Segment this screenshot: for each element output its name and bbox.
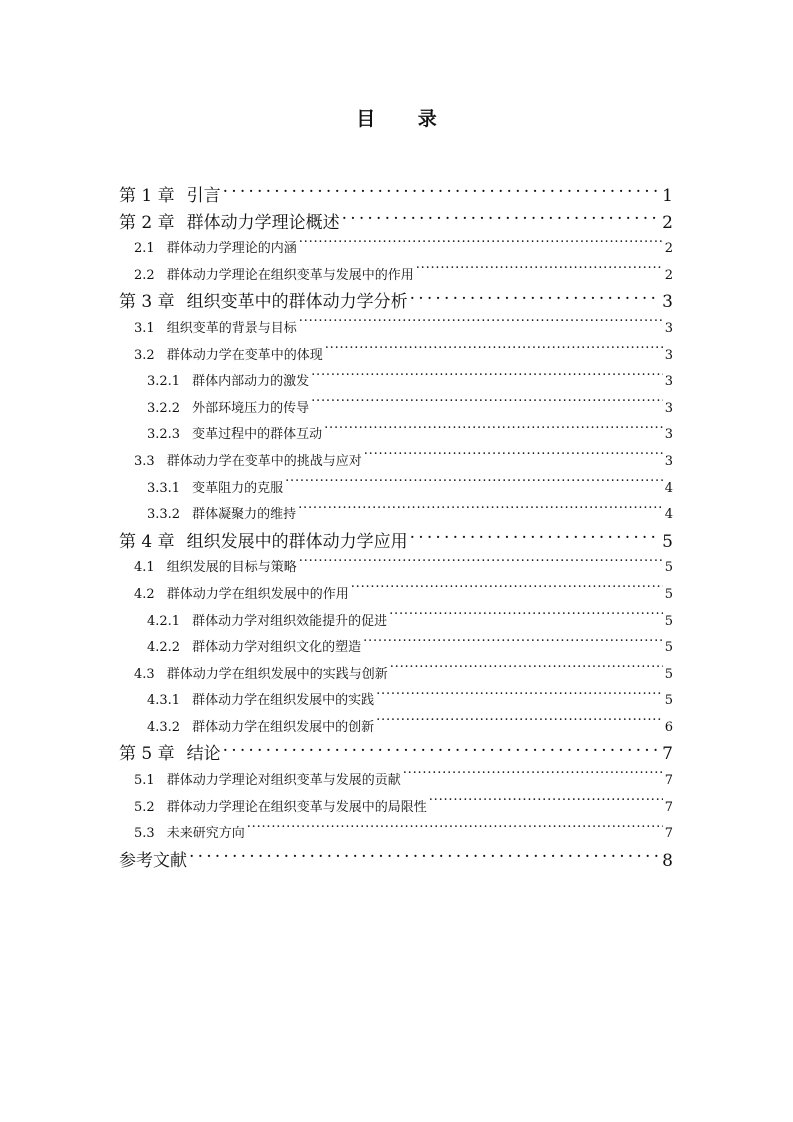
toc-entry-text: 群体凝聚力的维持 (192, 507, 297, 523)
dot-leader (285, 479, 663, 492)
table-of-contents (119, 183, 673, 874)
toc-entry-text: 群体动力学理论对组织变革与发展的贡献 (166, 773, 401, 789)
toc-entry-text: 群体动力学在组织发展中的创新 (192, 719, 375, 735)
toc-entry-text: 参考文献 (119, 850, 187, 871)
toc-entry-label (134, 236, 297, 263)
toc-entry-text: 群体动力学理论在组织变革与发展中的局限性 (166, 799, 427, 815)
toc-entry-level-2[interactable] (119, 236, 673, 263)
toc-entry-page-number: 7 (664, 826, 673, 842)
toc-entry-text: 群体动力学在变革中的体现 (166, 347, 323, 363)
toc-entry-page-number: 5 (664, 560, 673, 576)
toc-entry-page-number: 4 (664, 480, 673, 496)
toc-entry-text: 群体内部动力的激发 (192, 374, 310, 390)
toc-entry-number: 5.3 (134, 826, 155, 842)
toc-entry-text: 群体动力学在变革中的挑战与应对 (166, 453, 362, 469)
toc-entry-number: 3.3 (134, 453, 155, 469)
dot-leader (410, 290, 661, 307)
toc-entry-text: 引言 (186, 186, 221, 206)
toc-entry-number: 4.2.2 (147, 640, 181, 656)
toc-entry-level-1[interactable] (119, 183, 673, 210)
toc-entry-text: 群体动力学在组织发展中的实践 (192, 693, 375, 709)
toc-entry-label (134, 555, 297, 582)
toc-entry-page-number: 3 (664, 320, 673, 336)
toc-entry-text: 群体动力学在组织发展中的作用 (166, 586, 349, 602)
toc-entry-text: 外部环境压力的传导 (192, 400, 310, 416)
toc-entry-number: 3.2.2 (147, 400, 181, 416)
toc-entry-label (119, 183, 221, 210)
dot-leader (311, 399, 663, 412)
page-title: 目 录 (356, 108, 455, 130)
dot-leader (223, 742, 661, 759)
toc-entry-level-3[interactable] (119, 502, 673, 529)
toc-entry-label (134, 821, 245, 848)
dot-leader (376, 718, 663, 731)
toc-entry-label (119, 741, 221, 768)
toc-entry-level-1[interactable] (119, 848, 673, 875)
dot-leader (299, 239, 663, 252)
toc-entry-page-number: 5 (664, 693, 673, 709)
toc-entry-text: 群体动力学对组织效能提升的促进 (192, 613, 388, 629)
toc-entry-label (147, 369, 309, 396)
dot-leader (189, 849, 660, 866)
toc-entry-level-2[interactable] (119, 821, 673, 848)
toc-entry-label (134, 582, 349, 609)
toc-entry-number: 第 3 章 (119, 292, 175, 313)
toc-entry-text: 组织变革的背景与目标 (166, 320, 297, 336)
toc-entry-level-2[interactable] (119, 555, 673, 582)
toc-entry-page-number: 3 (664, 400, 673, 416)
toc-entry-level-2[interactable] (119, 263, 673, 290)
toc-entry-number: 第 4 章 (119, 531, 175, 552)
toc-entry-number: 2.1 (134, 241, 155, 257)
toc-entry-level-3[interactable] (119, 422, 673, 449)
toc-entry-number: 3.1 (134, 320, 155, 336)
toc-entry-text: 变革阻力的克服 (192, 480, 284, 496)
dot-leader (342, 211, 661, 228)
dot-leader (325, 346, 663, 359)
toc-entry-number: 4.2 (134, 586, 155, 602)
toc-entry-page-number: 6 (664, 719, 673, 735)
toc-entry-level-1[interactable] (119, 210, 673, 237)
toc-entry-page-number: 3 (664, 374, 673, 390)
toc-entry-number: 第 5 章 (119, 744, 175, 765)
toc-entry-label (119, 210, 340, 237)
toc-entry-number: 3.3.2 (147, 507, 181, 523)
toc-entry-number: 4.3.2 (147, 719, 181, 735)
dot-leader (311, 372, 663, 385)
toc-entry-level-2[interactable] (119, 343, 673, 370)
toc-entry-label (119, 289, 408, 316)
toc-entry-page-number: 2 (664, 267, 673, 283)
toc-entry-number: 4.1 (134, 560, 155, 576)
toc-entry-label (147, 396, 309, 423)
toc-entry-text: 群体动力学理论的内涵 (166, 241, 297, 257)
dot-leader (363, 638, 663, 651)
toc-entry-page-number: 3 (664, 453, 673, 469)
toc-entry-text: 群体动力学对组织文化的塑造 (192, 640, 362, 656)
toc-entry-number: 3.2 (134, 347, 155, 363)
toc-entry-level-2[interactable] (119, 449, 673, 476)
dot-leader (364, 452, 663, 465)
toc-entry-text: 组织变革中的群体动力学分析 (186, 292, 408, 313)
toc-entry-label (147, 502, 296, 529)
toc-entry-text: 未来研究方向 (166, 826, 245, 842)
toc-entry-level-3[interactable] (119, 715, 673, 742)
toc-entry-label (147, 635, 361, 662)
toc-entry-label (147, 422, 322, 449)
toc-entry-level-3[interactable] (119, 369, 673, 396)
toc-entry-level-3[interactable] (119, 635, 673, 662)
toc-entry-level-3[interactable] (119, 688, 673, 715)
toc-entry-page-number: 3 (664, 427, 673, 443)
toc-entry-level-1[interactable] (119, 289, 673, 316)
toc-entry-number: 4.3 (134, 666, 155, 682)
toc-entry-level-2[interactable] (119, 768, 673, 795)
toc-entry-label (134, 316, 297, 343)
dot-leader (223, 184, 661, 201)
toc-entry-page-number: 5 (664, 640, 673, 656)
toc-entry-page-number: 8 (662, 850, 673, 871)
toc-entry-page-number: 7 (662, 744, 673, 765)
toc-entry-text: 变革过程中的群体互动 (192, 427, 323, 443)
toc-entry-number: 3.2.3 (147, 427, 181, 443)
toc-entry-level-3[interactable] (119, 476, 673, 503)
toc-entry-level-2[interactable] (119, 316, 673, 343)
toc-entry-text: 组织发展的目标与策略 (166, 560, 297, 576)
toc-entry-page-number: 3 (662, 292, 673, 313)
dot-leader (247, 824, 663, 837)
toc-entry-text: 群体动力学在组织发展中的实践与创新 (166, 666, 388, 682)
toc-entry-page-number: 5 (662, 531, 673, 552)
toc-entry-page-number: 5 (664, 613, 673, 629)
toc-entry-level-2[interactable] (119, 662, 673, 689)
toc-entry-number: 2.2 (134, 267, 155, 283)
toc-entry-level-1[interactable] (119, 741, 673, 768)
toc-entry-text: 组织发展中的群体动力学应用 (186, 531, 408, 552)
toc-entry-page-number: 7 (664, 773, 673, 789)
dot-leader (298, 505, 663, 518)
toc-entry-page-number: 5 (664, 666, 673, 682)
toc-entry-label (147, 609, 387, 636)
toc-entry-label (119, 529, 408, 556)
toc-entry-page-number: 4 (664, 507, 673, 523)
toc-entry-page-number: 3 (664, 347, 673, 363)
toc-entry-label (119, 848, 187, 875)
toc-entry-number: 3.3.1 (147, 480, 181, 496)
toc-entry-label (134, 343, 323, 370)
toc-entry-page-number: 5 (664, 586, 673, 602)
toc-entry-page-number: 2 (662, 212, 673, 233)
dot-leader (376, 691, 663, 704)
toc-entry-level-2[interactable] (119, 795, 673, 822)
dot-leader (351, 585, 663, 598)
toc-entry-level-2[interactable] (119, 582, 673, 609)
toc-entry-label (134, 263, 414, 290)
toc-entry-page-number: 1 (662, 186, 673, 206)
dot-leader (324, 425, 663, 438)
toc-entry-label (134, 795, 427, 822)
dot-leader (389, 612, 663, 625)
toc-entry-label (134, 449, 362, 476)
toc-entry-number: 5.1 (134, 773, 155, 789)
toc-entry-number: 4.2.1 (147, 613, 181, 629)
dot-leader (299, 319, 663, 332)
toc-entry-label (134, 768, 401, 795)
toc-entry-label (147, 476, 283, 503)
toc-entry-label (134, 662, 388, 689)
toc-entry-number: 3.2.1 (147, 374, 181, 390)
toc-entry-level-1[interactable] (119, 529, 673, 556)
toc-entry-page-number: 2 (664, 241, 673, 257)
toc-entry-page-number: 7 (664, 799, 673, 815)
toc-entry-label (147, 688, 374, 715)
toc-entry-level-3[interactable] (119, 396, 673, 423)
toc-entry-number: 第 1 章 (119, 186, 175, 206)
dot-leader (299, 558, 663, 571)
toc-entry-number: 4.3.1 (147, 693, 181, 709)
toc-entry-text: 结论 (186, 744, 221, 765)
dot-leader (429, 798, 663, 811)
toc-entry-number: 5.2 (134, 799, 155, 815)
toc-entry-label (147, 715, 374, 742)
toc-entry-text: 群体动力学理论概述 (186, 212, 340, 233)
toc-entry-text: 群体动力学理论在组织变革与发展中的作用 (166, 267, 414, 283)
dot-leader (416, 266, 663, 279)
dot-leader (390, 665, 663, 678)
dot-leader (403, 771, 663, 784)
dot-leader (410, 530, 661, 547)
toc-entry-level-3[interactable] (119, 609, 673, 636)
toc-entry-number: 第 2 章 (119, 212, 175, 233)
